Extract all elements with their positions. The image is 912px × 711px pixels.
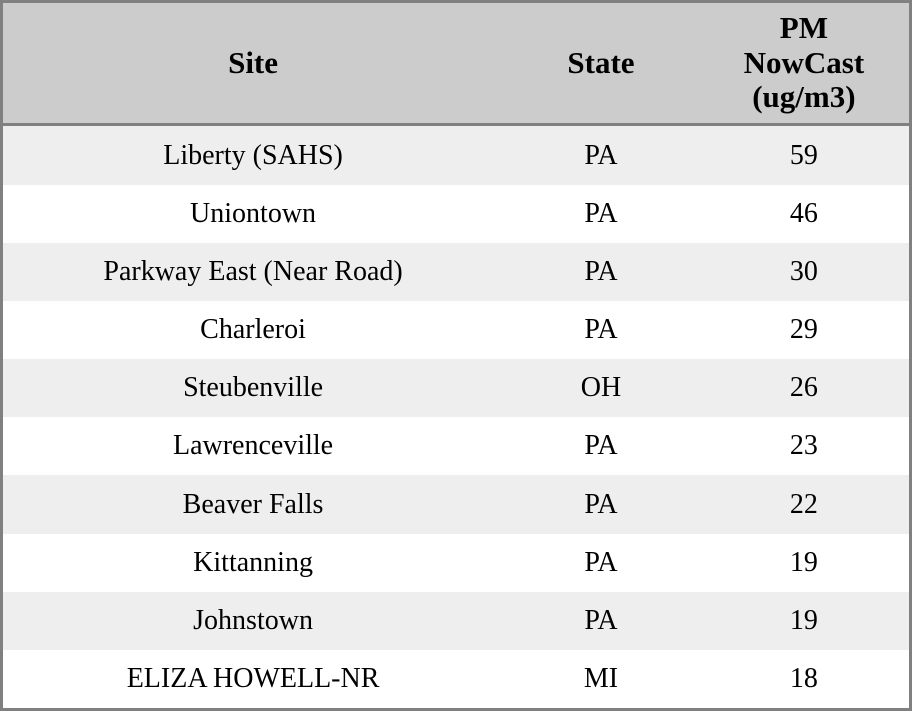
cell-pm-nowcast: 22 [699,475,909,533]
cell-pm-nowcast: 26 [699,359,909,417]
cell-state: PA [503,417,699,475]
column-header-pm-nowcast-line-2: NowCast [743,44,865,80]
cell-state: PA [503,243,699,301]
cell-pm-nowcast: 30 [699,243,909,301]
column-header-state-label: State [567,44,635,80]
cell-state: PA [503,125,699,185]
column-header-pm-nowcast [699,3,909,125]
cell-pm-nowcast: 46 [699,185,909,243]
cell-site: Liberty (SAHS) [3,125,503,185]
cell-pm-nowcast: 29 [699,301,909,359]
cell-state: MI [503,650,699,708]
table-row [3,534,909,592]
cell-state: PA [503,301,699,359]
table-row [3,475,909,533]
table-row [3,301,909,359]
table-row [3,650,909,708]
cell-site: Beaver Falls [3,475,503,533]
cell-pm-nowcast: 18 [699,650,909,708]
cell-site: Kittanning [3,534,503,592]
cell-state: PA [503,534,699,592]
cell-site: Steubenville [3,359,503,417]
table-body [3,125,909,708]
column-header-pm-nowcast-line-3: (ug/m3) [752,79,856,115]
column-header-site-label: Site [228,44,279,80]
air-quality-table [3,3,909,708]
cell-site: Johnstown [3,592,503,650]
cell-site: ELIZA HOWELL-NR [3,650,503,708]
cell-site: Lawrenceville [3,417,503,475]
table-row [3,125,909,185]
cell-pm-nowcast: 23 [699,417,909,475]
column-header-pm-nowcast-line-1: PM [779,10,828,45]
cell-site: Charleroi [3,301,503,359]
cell-pm-nowcast: 19 [699,534,909,592]
table-row [3,359,909,417]
cell-pm-nowcast: 19 [699,592,909,650]
cell-state: PA [503,592,699,650]
table-row [3,185,909,243]
table-row [3,417,909,475]
table-row [3,592,909,650]
cell-state: OH [503,359,699,417]
cell-state: PA [503,185,699,243]
table-header [3,3,909,125]
table-header-row [3,3,909,125]
cell-site: Uniontown [3,185,503,243]
cell-site: Parkway East (Near Road) [3,243,503,301]
column-header-state [503,3,699,125]
cell-state: PA [503,475,699,533]
table-row [3,243,909,301]
column-header-site [3,3,503,125]
cell-pm-nowcast: 59 [699,125,909,185]
